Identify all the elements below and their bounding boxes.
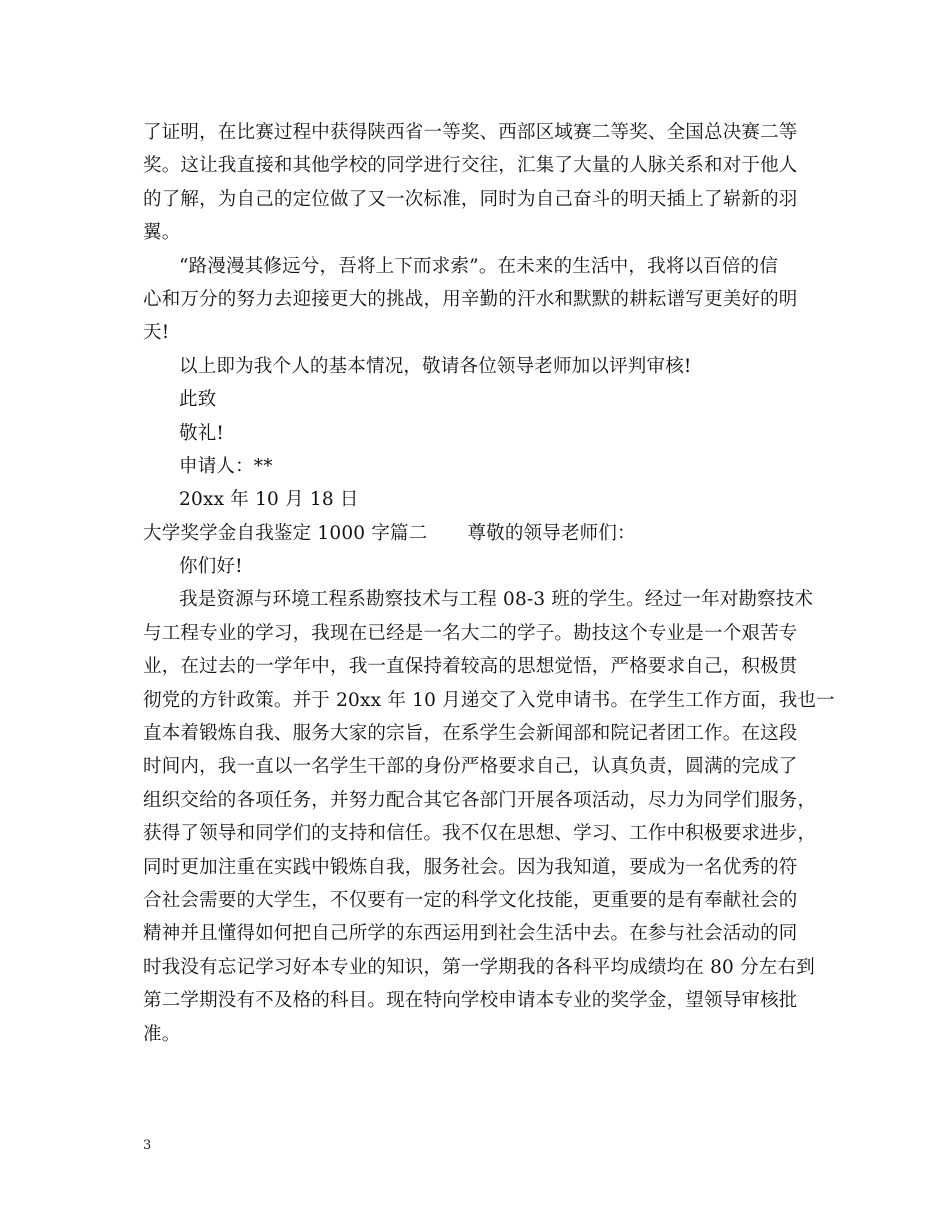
paragraph-line: 与工程专业的学习，我现在已经是一名大二的学子。勘技这个专业是一个艰苦专 (143, 622, 798, 644)
paragraph-line: 时间内，我一直以一名学生干部的身份严格要求自己，认真负责，圆满的完成了 (143, 756, 798, 778)
closing-greeting: 此致 (179, 389, 217, 411)
greeting-line: 你们好! (179, 556, 243, 578)
paragraph-line: 翼。 (143, 222, 181, 244)
paragraph-line: 第二学期没有不及格的科目。现在特向学校申请本专业的奖学金，望领导审核批 (143, 990, 798, 1012)
paragraph-line: 天! (143, 322, 170, 344)
paragraph-line: 直本着锻炼自我、服务大家的宗旨，在系学生会新闻部和院记者团工作。在这段 (143, 723, 798, 745)
paragraph-line: 组织交给的各项任务，并努力配合其它各部门开展各项活动，尽力为同学们服务， (143, 789, 817, 811)
closing-statement: 以上即为我个人的基本情况，敬请各位领导老师加以评判审核! (179, 355, 692, 377)
paragraph-line: 合社会需要的大学生，不仅要有一定的科学文化技能，更重要的是有奉献社会的 (143, 889, 798, 911)
paragraph-line: 准。 (143, 1023, 181, 1045)
section-title: 大学奖学金自我鉴定 1000 字篇二 (143, 522, 428, 544)
paragraph-line: 我是资源与环境工程系勘察技术与工程 08-3 班的学生。经过一年对勘察技术 (179, 589, 814, 611)
document-date: 20xx 年 10 月 18 日 (179, 489, 359, 511)
page-number: 3 (143, 1138, 152, 1153)
section-heading-line (143, 517, 813, 550)
applicant-signature: 申请人：** (179, 455, 273, 477)
paragraph-line: 同时更加注重在实践中锻炼自我，服务社会。因为我知道，要成为一名优秀的符 (143, 856, 798, 878)
paragraph-line: 精神并且懂得如何把自己所学的东西运用到社会生活中去。在参与社会活动的同 (143, 923, 798, 945)
paragraph-line: 业，在过去的一学年中，我一直保持着较高的思想觉悟，严格要求自己，积极贯 (143, 656, 798, 678)
document-body (143, 116, 835, 1051)
quote-paragraph-line: “路漫漫其修远兮，吾将上下而求索”。在未来的生活中，我将以百倍的信 (179, 255, 779, 277)
closing-salute: 敬礼! (179, 422, 225, 444)
paragraph-line: 奖。这让我直接和其他学校的同学进行交往，汇集了大量的人脉关系和对于他人 (143, 155, 798, 177)
paragraph-line: 了证明，在比赛过程中获得陕西省一等奖、西部区域赛二等奖、全国总决赛二等 (143, 122, 798, 143)
paragraph-line: 彻党的方针政策。并于 20xx 年 10 月递交了入党申请书。在学生工作方面，我也一 (143, 689, 835, 711)
paragraph-line: 心和万分的努力去迎接更大的挑战，用辛勤的汗水和默默的耕耘谱写更美好的明 (143, 288, 798, 310)
paragraph-line: 的了解，为自己的定位做了又一次标准，同时为自己奋斗的明天插上了崭新的羽 (143, 188, 798, 210)
paragraph-line: 时我没有忘记学习好本专业的知识，第一学期我的各科平均成绩均在 80 分左右到 (143, 956, 815, 978)
paragraph-line: 获得了领导和同学们的支持和信任。我不仅在思想、学习、工作中积极要求进步， (143, 823, 817, 845)
salutation: 尊敬的领导老师们： (467, 522, 636, 544)
